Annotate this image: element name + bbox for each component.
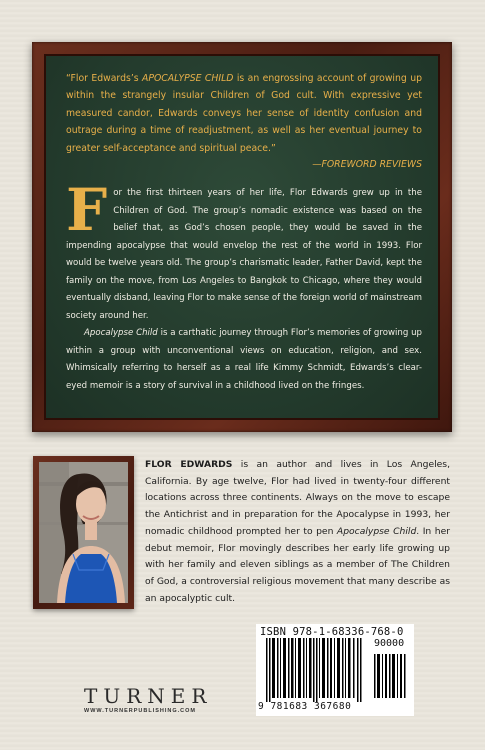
author-portrait-illustration [39,462,128,603]
price-code: 90000 [374,638,405,649]
isbn-barcode [256,624,414,716]
publisher-url: WWW.TURNERPUBLISHING.COM [84,708,196,714]
chalkboard-frame [32,42,452,432]
author-photo [39,462,128,603]
chalkboard [44,54,440,420]
description-paragraph-2: Apocalypse Child is a carthatic journey through Flor’s memories of growing up within a group with unconventional views on education, religion, and sex. Whimsically referring to herself as a real life Kimmy Schmidt, Edwards’s clear-eyed memoir is a story of survival in a childhood lived on the fringes. [66,328,422,391]
author-photo-frame [33,456,134,609]
description-paragraph-1: For the first thirteen years of her life, Flor Edwards grew up in the Children of God. The group’s nomadic existence was based on the belief that, as God’s chosen people, they would be saved in the impending apocalypse that would envelop the rest of the world in 1993. Flor would be twelve years old. The group’s charismatic leader, Father David, kept the family on the move, from Los Angeles to Bangkok to Chicago, where they would eventually disband, leaving Flor to make sense of the foreign world of mainstream society around her. [66,176,422,321]
barcode-digits: 9 781683 367680 [258,701,352,712]
author-bio: FLOR EDWARDS is an author and lives in Los Angeles, California. By age twelve, Flor had lived in twenty-four different locations across three continents. Always on the move to escape the Antichrist and in preparation for the Apocalypse in 1993, her nomadic childhood prompted her to pen Apocalypse Child. In her debut memoir, Flor movingly describes her early life growing up with her family and eleven siblings as a member of The Children of God, a controversial religious movement that many describe as an apocalyptic cult. [145,459,451,604]
quote-source: —FOREWORD REVIEWS [312,159,422,171]
dropcap: F [66,176,108,245]
isbn-number: ISBN 978-1-68336-768-0 [260,626,404,638]
review-quote: “Flor Edwards’s APOCALYPSE CHILD is an engrossing account of growing up within the strangely insular Children of God cult. With expressive yet measured candor, Edwards conveys her sense of identity confusion and outrage during a time of readjustment, as well as her eventual journey to greater self-acceptance and spiritual peace.” [66,73,422,154]
quote-book-title: APOCALYPSE CHILD [142,73,234,84]
author-name: FLOR EDWARDS [145,459,233,470]
publisher-logo: TURNER [84,684,213,708]
